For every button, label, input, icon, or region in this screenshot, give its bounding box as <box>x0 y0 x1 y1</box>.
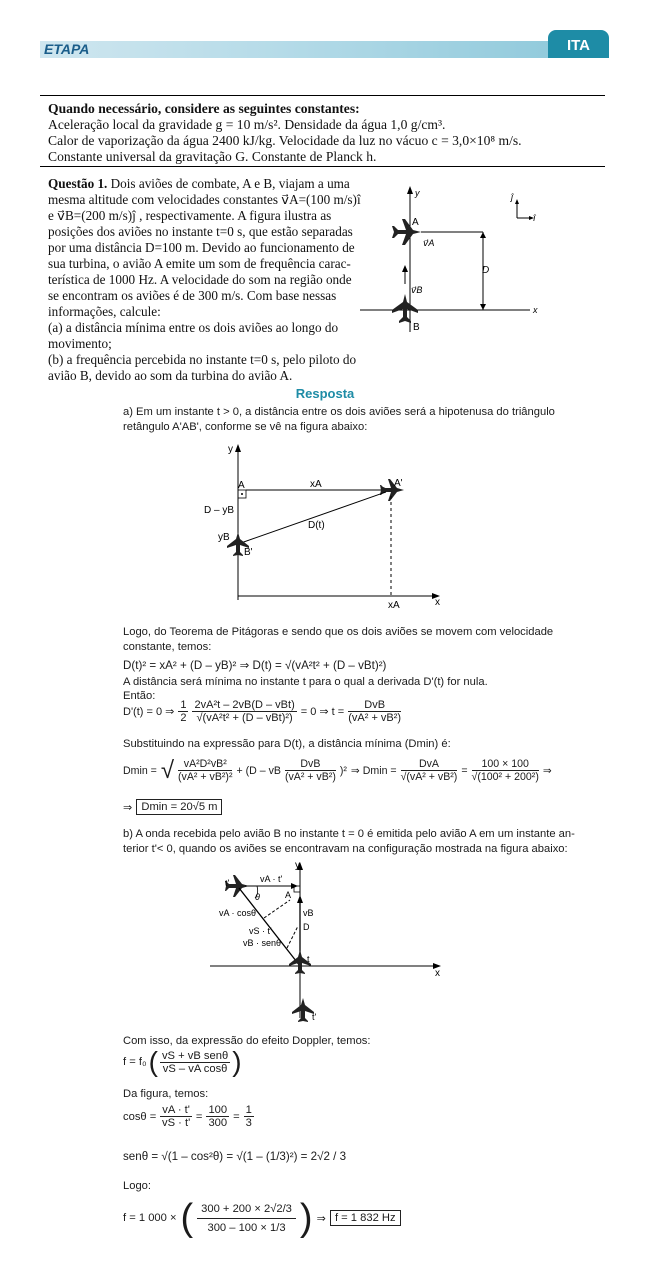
label-vb-sen: vB · senθ <box>243 938 282 948</box>
result-a-box: Dmin = 20√5 m <box>136 799 222 815</box>
question-line: informações, calcule: <box>48 304 161 319</box>
question-label: Questão 1. <box>48 176 108 191</box>
label-vs-t: vS · t' <box>249 926 272 936</box>
label-t: t <box>307 954 310 964</box>
constants-line: Calor de vaporização da água 2400 kJ/kg. Velocidade da luz no vácuo c = 3,0×10⁸ m/s. <box>48 133 522 148</box>
answer-b-intro: b) A onda recebida pelo avião B no instante t = 0 é emitida pelo avião A em um instante an- <box>123 828 575 840</box>
y-label: y <box>415 188 420 198</box>
logo-text: Logo: <box>123 1180 151 1192</box>
question-line: se encontram os aviões é de 300 m/s. Com base nessas <box>48 288 337 303</box>
label-va-t: vA · t' <box>260 874 283 884</box>
answer-figure-1 <box>200 440 450 615</box>
y-label: y <box>228 444 233 455</box>
answer-figure-2 <box>205 858 450 1026</box>
question-line: e v⃗B=(200 m/s)ĵ , respectivamente. A figura ilustra as <box>48 208 332 223</box>
question-line: terística de 1000 Hz. A velocidade do som na região onde <box>48 272 352 287</box>
label-va: v⃗A <box>423 238 435 248</box>
question-line: movimento; <box>48 336 112 351</box>
minimum-text: A distância será mínima no instante t para o qual a derivada D'(t) for nula. <box>123 676 488 688</box>
question-line: mesma altitude com velocidades constantes v⃗A=(100 m/s)î <box>48 192 361 207</box>
airplane-b-past-icon <box>292 998 314 1022</box>
label-dt: D(t) <box>308 520 325 531</box>
label-b: B <box>413 322 420 333</box>
equation-1: D(t)² = xA² + (D – yB)² ⇒ D(t) = √(vA²t² + (D – vBt)²) <box>123 659 387 672</box>
label-xa-axis: xA <box>388 600 400 611</box>
label-xa: xA <box>310 479 322 490</box>
equation-3: Dmin = √ vA²D²vB² (vA² + vB²)² + (D – vB DvB (vA² + vB²) )² ⇒ Dmin = DvA √(vA² + vB²) = $\frac{100 \times 100}{\text{√(100² + 200²)}}$ ⇒ <box>123 756 552 784</box>
distance-line <box>238 492 386 544</box>
label-a: A <box>238 480 245 491</box>
projection-dashed-1 <box>264 900 290 918</box>
question-figure <box>355 180 615 340</box>
question-line: sua turbina, o avião A emite um som de frequência carac- <box>48 256 351 271</box>
label-theta: θ <box>255 892 260 902</box>
substitution-text: Substituindo na expressão para D(t), a distância mínima (Dmin) é: <box>123 738 451 750</box>
label-t-prime: t' <box>225 878 230 888</box>
label-va-cos: vA · cosθ <box>219 908 257 918</box>
result-b-box: f = 1 832 Hz <box>330 1210 401 1226</box>
label-vb: vB <box>303 908 314 918</box>
label-d: D <box>482 265 490 276</box>
equation-2: D'(t) = 0 ⇒ 1 2 2vA²t – 2vB(D – vBt) √(vA²t² + (D – vBt)²) = 0 ⇒ t = DvB (vA² + vB²) <box>123 699 402 724</box>
figure-text: Da figura, temos: <box>123 1088 209 1100</box>
label-j: ĵ <box>511 192 513 202</box>
pitagoras-text: Logo, do Teorema de Pitágoras e sendo que os dois aviões se movem com velocidade <box>123 626 554 638</box>
question-line: avião B, devido ao som da turbina do avião A. <box>48 368 293 383</box>
header-bar <box>40 41 575 58</box>
y-label: y <box>295 860 300 871</box>
label-d-minus-yb: D – yB <box>204 505 235 516</box>
equation-5: cosθ = $\frac{vA \cdot t'}{vS \cdot t'}$ = $\frac{100}{300}$ = $\frac{1}{3}$ <box>123 1104 252 1129</box>
label-t-prime-b: t' <box>312 1012 317 1022</box>
answer-a-intro: retângulo A'AB', conforme se vê na figura abaixo: <box>123 421 368 433</box>
label-yb: yB <box>218 532 230 543</box>
x-label: x <box>435 597 440 608</box>
top-rule <box>40 95 605 96</box>
constants-title: Quando necessário, considere as seguintes constantes: <box>48 101 360 116</box>
label-d: D <box>303 922 310 932</box>
exam-label: ITA <box>566 37 591 54</box>
question-line: posições dos aviões no instante t=0 s, que estão separadas <box>48 224 353 239</box>
equation-6: senθ = √(1 – cos²θ) = √(1 – (1/3)²) = 2√2 / 3 <box>123 1150 347 1163</box>
airplane-b-icon <box>392 294 418 323</box>
question-line: (b) a frequência percebida no instante t=0 s, pelo piloto do <box>48 352 357 367</box>
pitagoras-text: constante, temos: <box>123 641 212 653</box>
label-vb: v⃗B <box>411 285 423 295</box>
constants-rule <box>40 166 605 167</box>
doppler-text: Com isso, da expressão do efeito Doppler, temos: <box>123 1035 371 1047</box>
result-a: ⇒ Dmin = 20√5 m <box>123 799 222 815</box>
answer-b-intro: terior t'< 0, quando os aviões se encontravam na configuração mostrada na figura abaixo: <box>123 843 568 855</box>
entao-text: Então: <box>123 690 156 702</box>
question-line: (a) a distância mínima entre os dois aviões ao longo do <box>48 320 339 335</box>
brand-logo: ETAPA <box>44 41 90 57</box>
x-label: x <box>435 968 440 979</box>
answer-title: Resposta <box>295 386 355 401</box>
projection-dashed-2 <box>287 926 298 948</box>
question-line: por uma distância D=100 m. Devido ao funcionamento de <box>48 240 355 255</box>
question-line: Questão 1. Dois aviões de combate, A e B, viajam a uma <box>48 176 350 191</box>
constants-line: Aceleração local da gravidade g = 10 m/s². Densidade da água 1,0 g/cm³. <box>48 117 446 132</box>
label-a: A <box>285 890 292 900</box>
constants-line: Constante universal da gravitação G. Constante de Planck h. <box>48 149 377 164</box>
equation-7: f = 1 000 × ( 300 + 200 × 2√2/3 300 – 100 × 1/3 ) ⇒ f = 1 832 Hz <box>123 1200 401 1236</box>
equation-4: f = f₀ ( vS + vB senθ vS – vA cosθ ) <box>123 1046 242 1077</box>
y-arrow <box>407 186 413 194</box>
x-label: x <box>533 305 538 315</box>
label-a: A <box>412 217 419 228</box>
label-a-prime: A' <box>394 478 403 489</box>
answer-a-intro: a) Em um instante t > 0, a distância entre os dois aviões será a hipotenusa do triângulo <box>123 406 555 418</box>
label-b-prime: B' <box>244 547 253 558</box>
label-i: î <box>533 213 536 223</box>
